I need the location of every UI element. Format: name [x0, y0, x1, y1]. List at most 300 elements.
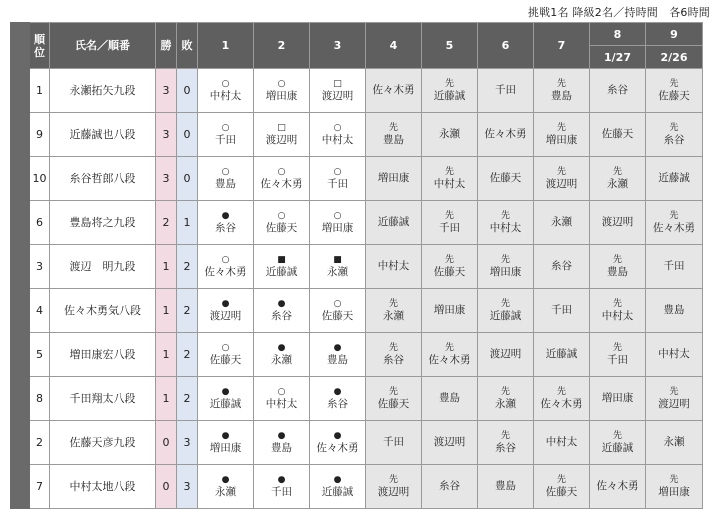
header-round: 6 [478, 23, 534, 69]
game-opponent: 佐藤天 [377, 398, 410, 410]
game-result-mark: 先 [669, 211, 679, 221]
player-wins: 0 [156, 421, 177, 465]
game-opponent: 豊島 [663, 304, 685, 316]
game-cell [590, 465, 646, 509]
player-rank: 3 [30, 245, 50, 289]
game-opponent: 渡辺明 [658, 398, 690, 410]
game-opponent: 千田 [383, 436, 404, 448]
header-round: 3 [310, 23, 366, 69]
game-cell [422, 245, 478, 289]
player-rank: 10 [30, 157, 50, 201]
player-losses: 1 [177, 201, 198, 245]
game-result-mark: 先 [500, 299, 510, 309]
game-cell [646, 465, 703, 509]
game-opponent: 豊島 [383, 134, 404, 146]
game-result-mark: ○ [221, 343, 230, 353]
game-cell [310, 333, 366, 377]
game-result-mark: ○ [277, 387, 286, 397]
game-cell [534, 377, 590, 421]
game-cell [254, 377, 310, 421]
game-opponent: 糸谷 [495, 442, 516, 454]
game-opponent: 渡辺明 [433, 436, 466, 448]
game-cell [310, 157, 366, 201]
game-opponent: 永瀬 [383, 310, 404, 322]
game-opponent: 佐々木勇 [316, 442, 359, 454]
game-result-mark: 先 [669, 123, 679, 133]
game-opponent: 永瀬 [215, 486, 236, 498]
game-opponent: 佐々木勇 [372, 84, 415, 96]
game-cell [422, 201, 478, 245]
game-result-mark: 先 [388, 123, 398, 133]
game-cell [534, 201, 590, 245]
game-opponent: 佐々木勇 [428, 354, 471, 366]
header-rank: 順位 [30, 23, 50, 69]
game-opponent: 近藤誠 [433, 90, 466, 102]
game-result-mark: ● [221, 387, 230, 397]
header-round: 4 [366, 23, 422, 69]
game-result-mark: 先 [444, 167, 454, 177]
game-result-mark: 先 [612, 299, 622, 309]
game-result-mark: ● [333, 431, 342, 441]
player-rank: 6 [30, 201, 50, 245]
game-cell [590, 113, 646, 157]
game-opponent: 近藤誠 [545, 348, 578, 360]
game-opponent: 中村太 [601, 310, 634, 322]
game-cell [198, 333, 254, 377]
game-opponent: 近藤誠 [209, 398, 242, 410]
game-result-mark: 先 [500, 387, 510, 397]
game-opponent: 千田 [495, 84, 516, 96]
game-result-mark: ● [333, 343, 342, 353]
game-cell [646, 157, 703, 201]
game-cell [422, 421, 478, 465]
game-cell [478, 245, 534, 289]
row-spacer [11, 289, 30, 333]
player-name: 佐々木勇気八段 [50, 289, 156, 333]
league-table [10, 22, 703, 509]
game-opponent: 佐藤天 [209, 354, 242, 366]
player-losses: 3 [177, 421, 198, 465]
game-opponent: 千田 [327, 178, 348, 190]
game-opponent: 中村太 [433, 178, 466, 190]
game-cell [646, 201, 703, 245]
row-spacer [11, 113, 30, 157]
player-losses: 0 [177, 157, 198, 201]
player-wins: 0 [156, 465, 177, 509]
game-cell [422, 113, 478, 157]
game-result-mark: ○ [333, 299, 342, 309]
table-row [11, 333, 703, 377]
game-result-mark: 先 [556, 387, 566, 397]
game-result-mark: 先 [669, 387, 679, 397]
game-cell [422, 377, 478, 421]
game-cell [310, 113, 366, 157]
game-cell [198, 377, 254, 421]
game-cell [198, 113, 254, 157]
game-cell [198, 245, 254, 289]
game-opponent: 近藤誠 [377, 216, 410, 228]
game-result-mark: 先 [612, 167, 622, 177]
game-cell [478, 113, 534, 157]
player-wins: 3 [156, 157, 177, 201]
game-opponent: 豊島 [495, 480, 516, 492]
game-opponent: 佐藤天 [545, 486, 578, 498]
game-result-mark: 先 [669, 475, 679, 485]
game-opponent: 佐々木勇 [596, 480, 639, 492]
game-cell [310, 377, 366, 421]
game-opponent: 千田 [551, 304, 572, 316]
game-result-mark: ○ [221, 167, 230, 177]
player-wins: 1 [156, 333, 177, 377]
game-cell [646, 421, 703, 465]
game-opponent: 佐々木勇 [653, 222, 695, 234]
header-round: 1 [198, 23, 254, 69]
game-opponent: 佐藤天 [489, 172, 522, 184]
game-opponent: 中村太 [489, 222, 522, 234]
game-cell [310, 245, 366, 289]
game-result-mark: ○ [221, 255, 230, 265]
row-spacer [11, 245, 30, 289]
game-cell [478, 465, 534, 509]
player-name: 増田康宏八段 [50, 333, 156, 377]
game-opponent: 佐々木勇 [540, 398, 583, 410]
game-cell [310, 465, 366, 509]
game-result-mark: ● [277, 431, 286, 441]
game-opponent: 増田康 [321, 222, 354, 234]
game-opponent: 永瀬 [663, 436, 685, 448]
game-cell [478, 69, 534, 113]
player-wins: 2 [156, 201, 177, 245]
header-name: 氏名／順番 [50, 23, 156, 69]
game-cell [534, 69, 590, 113]
table-row [11, 377, 703, 421]
game-result-mark: ○ [221, 79, 230, 89]
player-rank: 1 [30, 69, 50, 113]
game-cell [590, 245, 646, 289]
table-row [11, 69, 703, 113]
game-opponent: 渡辺明 [377, 486, 410, 498]
player-losses: 0 [177, 69, 198, 113]
game-result-mark: ● [277, 299, 286, 309]
table-row [11, 245, 703, 289]
game-cell [198, 289, 254, 333]
game-opponent: 糸谷 [551, 260, 572, 272]
game-cell [534, 113, 590, 157]
game-result-mark: 先 [612, 343, 622, 353]
player-losses: 2 [177, 377, 198, 421]
player-rank: 4 [30, 289, 50, 333]
player-losses: 2 [177, 333, 198, 377]
header-round: 2 [254, 23, 310, 69]
game-opponent: 豊島 [607, 266, 628, 278]
game-result-mark: 先 [612, 255, 622, 265]
game-opponent: 増田康 [209, 442, 242, 454]
player-name: 渡辺 明九段 [50, 245, 156, 289]
game-result-mark: ○ [277, 211, 286, 221]
game-cell [590, 289, 646, 333]
game-result-mark: 先 [500, 431, 510, 441]
game-cell [478, 157, 534, 201]
game-opponent: 渡辺明 [265, 134, 298, 146]
game-result-mark: 先 [444, 79, 454, 89]
game-cell [646, 377, 703, 421]
game-opponent: 糸谷 [607, 84, 628, 96]
player-name: 佐藤天彦九段 [50, 421, 156, 465]
game-result-mark: 先 [444, 343, 454, 353]
player-name: 千田翔太八段 [50, 377, 156, 421]
game-cell [590, 377, 646, 421]
game-result-mark: ● [277, 475, 286, 485]
game-cell [422, 69, 478, 113]
league-rules-note: 挑戦1名 降級2名／持時間 各6時間 [527, 6, 710, 19]
game-cell [366, 113, 422, 157]
game-opponent: 渡辺明 [545, 178, 578, 190]
game-result-mark: 先 [444, 211, 454, 221]
game-cell [254, 157, 310, 201]
player-wins: 1 [156, 245, 177, 289]
game-cell [198, 465, 254, 509]
game-opponent: 糸谷 [215, 222, 236, 234]
game-opponent: 増田康 [377, 172, 410, 184]
game-opponent: 糸谷 [327, 398, 348, 410]
player-name: 豊島将之九段 [50, 201, 156, 245]
game-cell [310, 289, 366, 333]
header-round: 5 [422, 23, 478, 69]
game-opponent: 中村太 [545, 436, 578, 448]
game-cell [646, 245, 703, 289]
game-cell [254, 289, 310, 333]
row-spacer [11, 157, 30, 201]
game-result-mark: 先 [556, 79, 566, 89]
game-opponent: 千田 [663, 260, 685, 272]
game-cell [590, 69, 646, 113]
game-cell [422, 157, 478, 201]
game-opponent: 中村太 [377, 260, 410, 272]
game-cell [366, 69, 422, 113]
game-opponent: 佐々木勇 [204, 266, 247, 278]
game-result-mark: ■ [333, 255, 342, 265]
game-cell [534, 289, 590, 333]
table-row [11, 157, 703, 201]
game-result-mark: 先 [556, 475, 566, 485]
player-losses: 0 [177, 113, 198, 157]
game-cell [646, 333, 703, 377]
game-opponent: 渡辺明 [489, 348, 522, 360]
game-cell [534, 333, 590, 377]
game-result-mark: ○ [333, 211, 342, 221]
game-cell [366, 157, 422, 201]
game-opponent: 永瀬 [271, 354, 292, 366]
game-cell [590, 157, 646, 201]
game-result-mark: ■ [277, 255, 286, 265]
game-cell [254, 69, 310, 113]
game-result-mark: ○ [221, 123, 230, 133]
game-result-mark: 先 [388, 299, 398, 309]
game-result-mark: ○ [333, 123, 342, 133]
game-cell [198, 69, 254, 113]
game-opponent: 糸谷 [663, 134, 685, 146]
game-cell [534, 245, 590, 289]
game-cell [310, 201, 366, 245]
game-result-mark: 先 [556, 123, 566, 133]
row-spacer [11, 421, 30, 465]
row-spacer [11, 201, 30, 245]
game-result-mark: 先 [388, 475, 398, 485]
game-result-mark: ● [221, 431, 230, 441]
player-rank: 9 [30, 113, 50, 157]
game-cell [478, 421, 534, 465]
game-opponent: 増田康 [265, 90, 298, 102]
game-cell [646, 113, 703, 157]
header-losses: 敗 [177, 23, 198, 69]
game-opponent: 近藤誠 [489, 310, 522, 322]
game-cell [422, 333, 478, 377]
game-cell [646, 69, 703, 113]
game-result-mark: □ [277, 123, 286, 133]
game-opponent: 近藤誠 [658, 172, 690, 184]
game-result-mark: 先 [556, 167, 566, 177]
header-round: 7 [534, 23, 590, 69]
player-wins: 3 [156, 113, 177, 157]
game-result-mark: 先 [612, 431, 622, 441]
game-cell [198, 421, 254, 465]
player-name: 中村太地八段 [50, 465, 156, 509]
game-result-mark: 先 [500, 255, 510, 265]
player-wins: 1 [156, 377, 177, 421]
row-spacer [11, 333, 30, 377]
game-opponent: 近藤誠 [265, 266, 298, 278]
game-opponent: 佐々木勇 [260, 178, 303, 190]
game-cell [366, 333, 422, 377]
game-cell [478, 201, 534, 245]
row-spacer [11, 377, 30, 421]
game-result-mark: ○ [277, 79, 286, 89]
game-opponent: 永瀬 [327, 266, 348, 278]
player-rank: 8 [30, 377, 50, 421]
table-row [11, 421, 703, 465]
game-result-mark: 先 [500, 211, 510, 221]
player-name: 近藤誠也八段 [50, 113, 156, 157]
game-opponent: 渡辺明 [601, 216, 634, 228]
game-cell [646, 289, 703, 333]
game-result-mark: ● [333, 387, 342, 397]
game-result-mark: 先 [388, 387, 398, 397]
game-opponent: 中村太 [209, 90, 242, 102]
game-opponent: 佐藤天 [658, 90, 690, 102]
table-row [11, 289, 703, 333]
player-rank: 7 [30, 465, 50, 509]
game-result-mark: ● [333, 475, 342, 485]
game-result-mark: ● [277, 343, 286, 353]
game-opponent: 糸谷 [439, 480, 460, 492]
game-result-mark: 先 [669, 79, 679, 89]
game-result-mark: ● [221, 299, 230, 309]
header-spacer [11, 23, 30, 69]
game-opponent: 糸谷 [271, 310, 292, 322]
player-name: 永瀬拓矢九段 [50, 69, 156, 113]
game-opponent: 糸谷 [383, 354, 404, 366]
game-opponent: 永瀬 [495, 398, 516, 410]
game-cell [366, 421, 422, 465]
game-cell [254, 465, 310, 509]
game-opponent: 佐々木勇 [484, 128, 527, 140]
game-cell [366, 377, 422, 421]
game-cell [366, 465, 422, 509]
game-cell [366, 201, 422, 245]
game-opponent: 増田康 [658, 486, 690, 498]
game-cell [422, 289, 478, 333]
game-cell [366, 289, 422, 333]
game-opponent: 千田 [271, 486, 292, 498]
game-opponent: 増田康 [601, 392, 634, 404]
game-opponent: 永瀬 [551, 216, 572, 228]
game-opponent: 千田 [215, 134, 236, 146]
player-wins: 3 [156, 69, 177, 113]
game-result-mark: ○ [333, 167, 342, 177]
player-rank: 5 [30, 333, 50, 377]
player-name: 糸谷哲郎八段 [50, 157, 156, 201]
header-round: 8 [590, 23, 646, 46]
player-losses: 2 [177, 289, 198, 333]
game-opponent: 千田 [607, 354, 628, 366]
game-opponent: 近藤誠 [321, 486, 354, 498]
game-result-mark: ● [221, 211, 230, 221]
game-opponent: 豊島 [271, 442, 292, 454]
game-opponent: 佐藤天 [265, 222, 298, 234]
player-losses: 3 [177, 465, 198, 509]
game-cell [422, 465, 478, 509]
game-result-mark: ● [221, 475, 230, 485]
game-cell [198, 201, 254, 245]
game-opponent: 豊島 [327, 354, 348, 366]
game-opponent: 佐藤天 [321, 310, 354, 322]
game-cell [534, 421, 590, 465]
table-row [11, 201, 703, 245]
game-cell [254, 245, 310, 289]
game-cell [590, 421, 646, 465]
game-opponent: 佐藤天 [433, 266, 466, 278]
game-cell [590, 201, 646, 245]
table-row [11, 113, 703, 157]
game-opponent: 渡辺明 [321, 90, 354, 102]
table-row [11, 465, 703, 509]
row-spacer [11, 69, 30, 113]
game-opponent: 増田康 [433, 304, 466, 316]
header-wins: 勝 [156, 23, 177, 69]
game-opponent: 豊島 [215, 178, 236, 190]
game-opponent: 千田 [439, 222, 460, 234]
game-cell [478, 377, 534, 421]
table-body [11, 69, 703, 509]
game-cell [534, 157, 590, 201]
game-opponent: 豊島 [551, 90, 572, 102]
game-opponent: 中村太 [265, 398, 298, 410]
game-cell [366, 245, 422, 289]
game-opponent: 渡辺明 [209, 310, 242, 322]
game-result-mark: 先 [388, 343, 398, 353]
game-opponent: 増田康 [489, 266, 522, 278]
game-cell [254, 333, 310, 377]
header-round-date: 2/26 [646, 46, 703, 69]
game-opponent: 佐藤天 [601, 128, 634, 140]
game-cell [198, 157, 254, 201]
game-result-mark: □ [333, 79, 342, 89]
game-cell [310, 69, 366, 113]
row-spacer [11, 465, 30, 509]
game-cell [534, 465, 590, 509]
game-cell [254, 201, 310, 245]
game-opponent: 永瀬 [439, 128, 460, 140]
